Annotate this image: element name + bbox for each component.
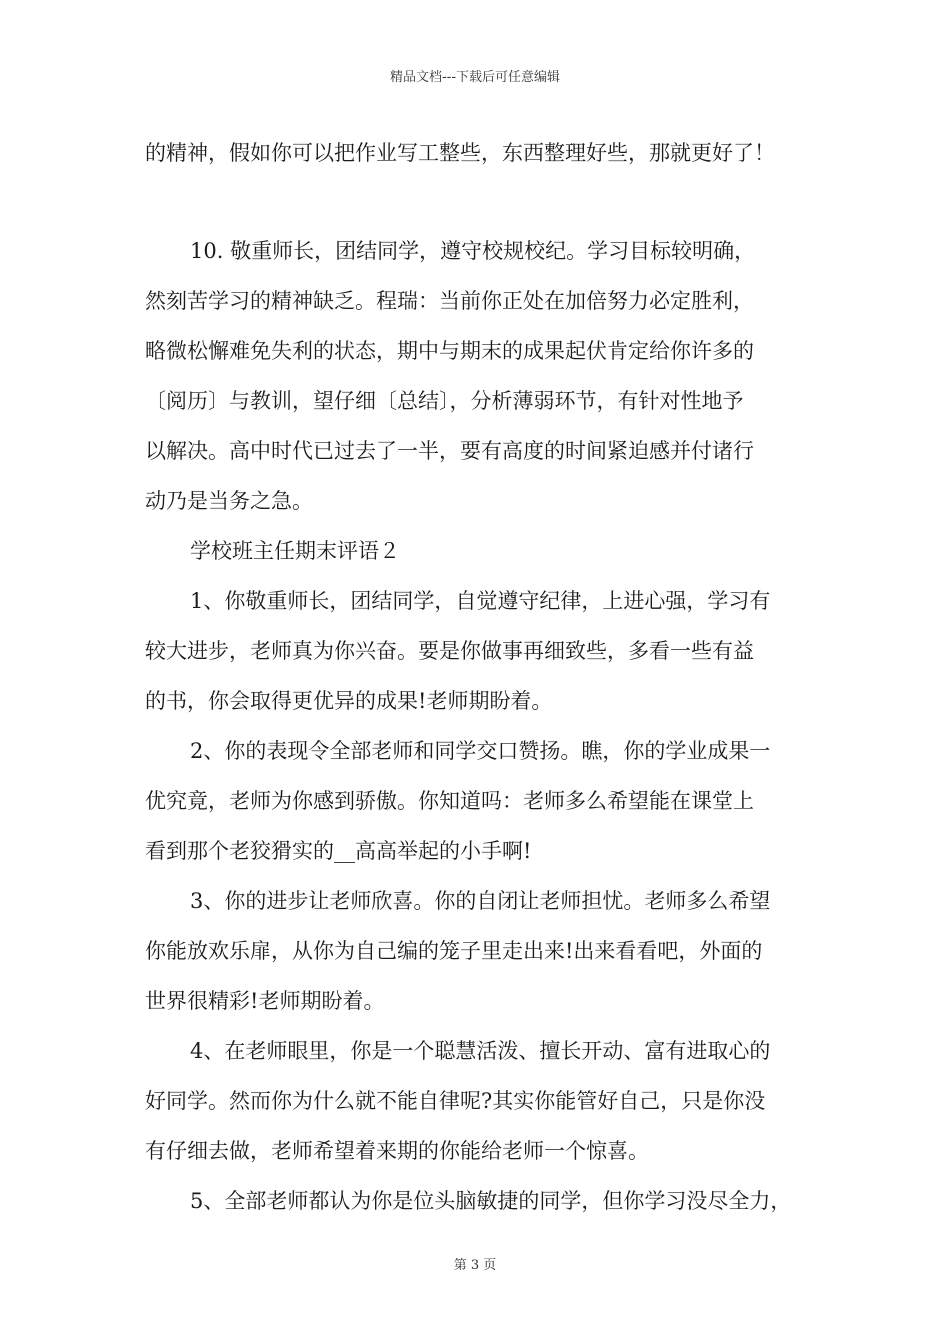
text-line: 2、你的表现令全部老师和同学交口赞扬。瞧，你的学业成果一 bbox=[190, 739, 771, 763]
paragraph-gap bbox=[145, 178, 835, 226]
text-line: 10. 敬重师长，团结同学，遵守校规校纪。学习目标较明确， bbox=[190, 239, 756, 263]
text-line: 〔阅历〕与教训，望仔细〔总结〕，分析薄弱环节，有针对性地予 bbox=[145, 389, 744, 413]
text-line: 你能放欢乐扉，从你为自己编的笼子里走出来!出来看看吧，外面的 bbox=[145, 939, 763, 963]
text-line: 4、在老师眼里，你是一个聪慧活泼、擅长开动、富有进取心的 bbox=[190, 1039, 771, 1063]
text-line: 看到那个老狡猾实的__高高举起的小手啊! bbox=[145, 839, 532, 863]
text-line: 略微松懈难免失利的状态，期中与期末的成果起伏肯定给你许多的 bbox=[145, 339, 754, 363]
text-line: 有仔细去做，老师希望着来期的你能给老师一个惊喜。 bbox=[145, 1139, 649, 1163]
text-line: 的书，你会取得更优异的成果!老师期盼着。 bbox=[145, 689, 553, 713]
page-number: 第 3 页 bbox=[453, 1258, 497, 1273]
section-heading: 学校班主任期末评语２ bbox=[190, 539, 400, 563]
text-line: 以解决。高中时代已过去了一半，要有高度的时间紧迫感并付诸行 bbox=[145, 439, 754, 463]
text-line: 3、你的进步让老师欣喜。你的自闭让老师担忧。老师多么希望 bbox=[190, 889, 771, 913]
text-line: 然刻苦学习的精神缺乏。程瑞：当前你正处在加倍努力必定胜利， bbox=[145, 289, 754, 313]
text-line: 较大进步，老师真为你兴奋。要是你做事再细致些，多看一些有益 bbox=[145, 639, 754, 663]
page-header: 精品文档---下载后可任意编辑 bbox=[389, 70, 561, 85]
text-line: 动乃是当务之急。 bbox=[145, 489, 313, 513]
text-line: 的精神，假如你可以把作业写工整些，东西整理好些，那就更好了！ bbox=[145, 141, 775, 165]
document-body bbox=[145, 128, 835, 1226]
text-line: 好同学。然而你为什么就不能自律呢?其实你能管好自己，只是你没 bbox=[145, 1089, 766, 1113]
text-line: 优究竟，老师为你感到骄傲。你知道吗：老师多么希望能在课堂上 bbox=[145, 789, 754, 813]
text-line: 世界很精彩!老师期盼着。 bbox=[145, 989, 385, 1013]
text-line: 5、全部老师都认为你是位头脑敏捷的同学，但你学习没尽全力， bbox=[190, 1189, 792, 1213]
text-line: 1、你敬重师长，团结同学，自觉遵守纪律，上进心强，学习有 bbox=[190, 589, 771, 613]
